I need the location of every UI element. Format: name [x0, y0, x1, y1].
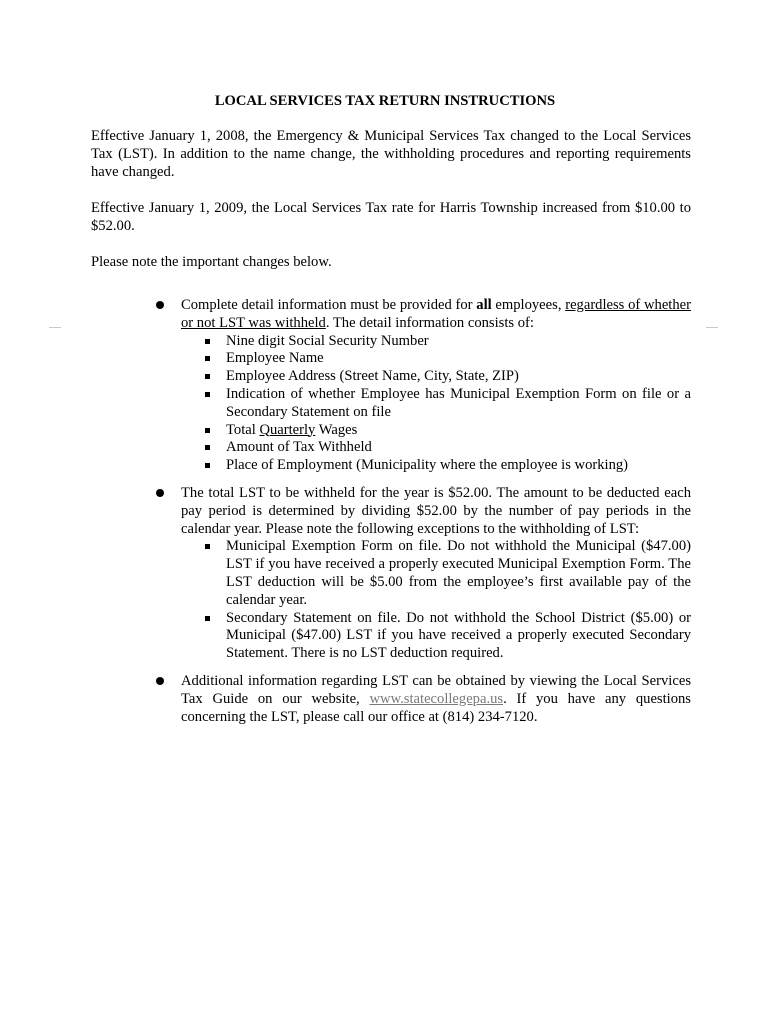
list-item-text-tail: Wages — [315, 421, 358, 438]
document-title: LOCAL SERVICES TAX RETURN INSTRUCTIONS — [214, 93, 556, 109]
list-item — [181, 350, 691, 368]
website-link[interactable]: www.statecollegepa.us — [369, 690, 504, 707]
square-bullet-icon — [205, 428, 210, 433]
square-bullet-icon — [205, 544, 210, 549]
bullet1-text-a: Complete detail information must be provided for — [181, 297, 477, 313]
list-item-text: Municipal Exemption Form on file. Do not withhold the Municipal ($47.00) LST if you have received a properly executed Municipal Exemption Form. The LST deduction will be $5.00 from the employee’s first available pay of the calendar year. — [226, 538, 691, 608]
right-margin-mark — [706, 327, 718, 328]
square-bullet-icon — [205, 374, 210, 379]
bullet-withholding-amount — [154, 485, 691, 663]
detail-items-list — [181, 333, 691, 475]
list-item — [181, 439, 691, 457]
list-item-text: Total — [226, 421, 260, 438]
list-item — [181, 368, 691, 386]
exceptions-list — [181, 538, 691, 663]
bullet-icon — [156, 301, 164, 309]
list-item-text: Secondary Statement on file. Do not withhold the School District ($5.00) or Municipal ($47.00) LST if you have received a properly executed Secondary Statement. There is no LST deduction required. — [226, 609, 691, 662]
list-item-text: Indication of whether Employee has Municipal Exemption Form on file or a Secondary Statement on file — [226, 385, 691, 420]
bullet-additional-information — [154, 673, 691, 726]
square-bullet-icon — [205, 463, 210, 468]
list-item — [181, 422, 691, 440]
bullet3-text-a: Additional information regarding LST can be obtained by viewing the Local Services Tax Guide on our website, — [181, 672, 691, 707]
bullet-icon — [156, 677, 164, 685]
paragraph-effective-2008: Effective January 1, 2008, the Emergency & Municipal Services Tax changed to the Local Services Tax (LST). In addition to the name change, the withholding procedures and reporting requirements have changed. — [91, 128, 691, 180]
bullet2-text: The total LST to be withheld for the year is $52.00. The amount to be deducted each pay period is determined by dividing $52.00 by the number of pay periods in the calendar year. Please note the following exceptions to the withholding of LST: — [181, 484, 691, 537]
list-item — [181, 333, 691, 351]
bullet1-bold-all: all — [476, 297, 492, 313]
bullet-icon — [156, 489, 164, 497]
changes-list — [154, 297, 691, 736]
list-item — [181, 610, 691, 663]
square-bullet-icon — [205, 616, 210, 621]
square-bullet-icon — [205, 356, 210, 361]
square-bullet-icon — [205, 339, 210, 344]
bullet1-text-c: . The detail information consists of: — [325, 314, 534, 331]
list-item-text: Nine digit Social Security Number — [226, 332, 429, 349]
list-item — [181, 538, 691, 609]
list-item-text: Employee Name — [226, 350, 324, 367]
bullet1-underlined: regardless of whether or not LST was withheld — [181, 297, 691, 331]
list-item-text: Amount of Tax Withheld — [226, 439, 372, 456]
list-item-text: Place of Employment (Municipality where the employee is working) — [226, 457, 629, 474]
paragraph-note: Please note the important changes below. — [91, 254, 332, 270]
list-item — [181, 386, 691, 422]
bullet3-text-b: . If you have any questions concerning the LST, please call our office at (814) 234-7120. — [181, 690, 691, 725]
list-item — [181, 457, 691, 475]
paragraph-effective-2009: Effective January 1, 2009, the Local Services Tax rate for Harris Township increased from $10.00 to $52.00. — [91, 200, 691, 234]
list-item-text: Employee Address (Street Name, City, State, ZIP) — [226, 368, 519, 385]
square-bullet-icon — [205, 392, 210, 397]
quarterly-underlined: Quarterly — [259, 421, 316, 438]
bullet-detail-information — [154, 297, 691, 475]
square-bullet-icon — [205, 445, 210, 450]
bullet1-text-b: employees, — [491, 297, 566, 313]
left-margin-mark — [49, 327, 61, 328]
